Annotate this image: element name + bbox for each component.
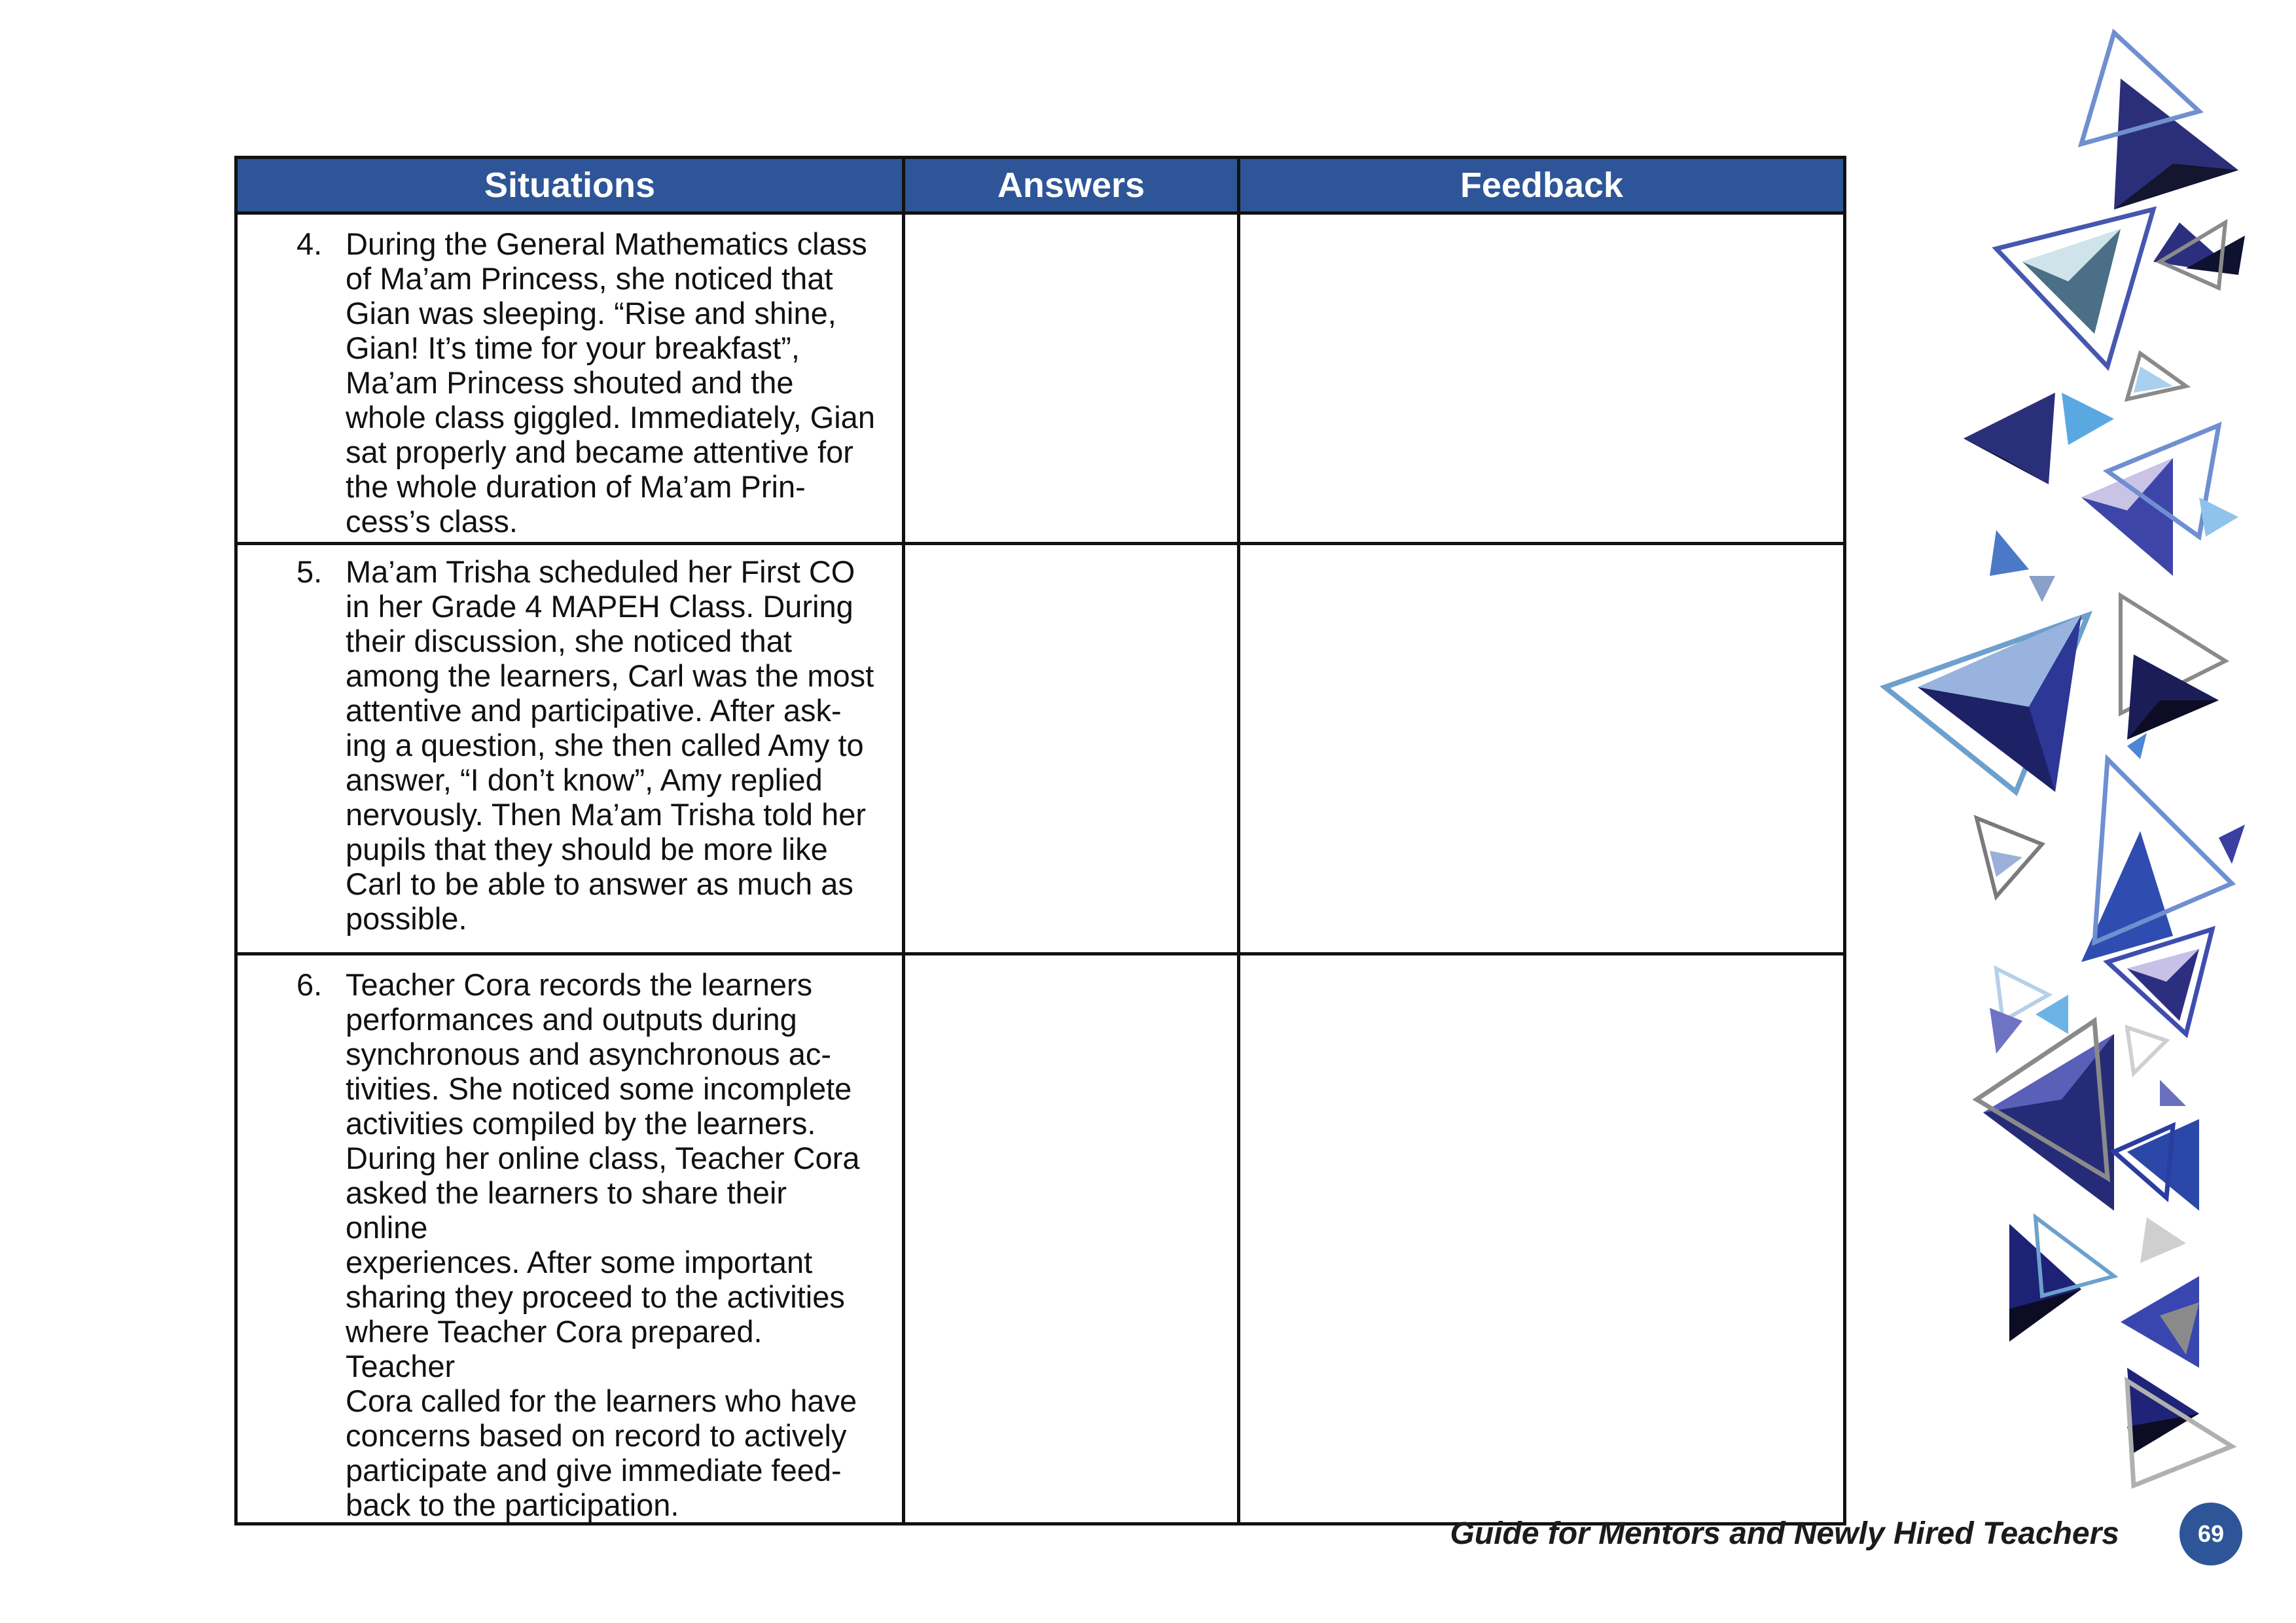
header-situations: Situations bbox=[236, 158, 904, 213]
situation-cell bbox=[236, 544, 904, 954]
triangle-decoration bbox=[2219, 825, 2245, 864]
table-row bbox=[236, 544, 1845, 954]
feedback-cell[interactable] bbox=[1239, 213, 1845, 544]
table-header-row bbox=[236, 158, 1845, 213]
situation-number: 4. bbox=[296, 226, 323, 261]
situation-item bbox=[238, 545, 902, 936]
footer-title: Guide for Mentors and Newly Hired Teachers bbox=[1450, 1516, 2119, 1551]
answer-cell[interactable] bbox=[904, 213, 1239, 544]
answer-cell[interactable] bbox=[904, 544, 1239, 954]
feedback-cell[interactable] bbox=[1239, 954, 1845, 1524]
triangle-decoration bbox=[2140, 1217, 2186, 1263]
page-number-badge: 69 bbox=[2179, 1503, 2242, 1565]
triangle-decoration bbox=[2022, 229, 2121, 334]
triangle-decoration bbox=[2029, 576, 2055, 602]
triangle-decoration bbox=[2062, 393, 2114, 445]
situation-number: 5. bbox=[296, 554, 323, 589]
decorative-triangles bbox=[1833, 0, 2296, 1505]
table-row bbox=[236, 213, 1845, 544]
situation-cell bbox=[236, 213, 904, 544]
situation-cell bbox=[236, 954, 904, 1524]
answer-cell[interactable] bbox=[904, 954, 1239, 1524]
situation-item bbox=[238, 215, 902, 539]
triangle-decoration bbox=[2127, 1027, 2166, 1073]
situations-table bbox=[234, 156, 1846, 1525]
triangle-decoration bbox=[2199, 497, 2238, 537]
triangle-decoration bbox=[1983, 1034, 2114, 1211]
table-row bbox=[236, 954, 1845, 1524]
situation-text: Ma’am Trisha scheduled her First CO in her Grade 4 MAPEH Class. During their discussion, she noticed that among the learners, Carl was the most attentive and participative. After ask- ing a question, she then called Amy to answer, “I don’t know”, Amy replied nervously. Then Ma’am Trisha told her pupils that they should be more like Carl to be able to answer as much as possible. bbox=[346, 554, 874, 936]
situation-text: During the General Mathematics class of Ma’am Princess, she noticed that Gian was sleeping. “Rise and shine, Gian! It’s time for your breakfast”, Ma’am Princess shouted and the whole class giggled. Immediately, Gian sat properly and became attentive for the whole duration of Ma’am Prin- cess’s class. bbox=[346, 226, 875, 539]
triangle-decoration bbox=[2081, 458, 2173, 576]
triangle-decoration bbox=[2160, 1080, 2186, 1106]
header-feedback: Feedback bbox=[1239, 158, 1845, 213]
triangle-decoration bbox=[1964, 393, 2055, 484]
feedback-cell[interactable] bbox=[1239, 544, 1845, 954]
situation-number: 6. bbox=[296, 967, 323, 1002]
situation-text: Teacher Cora records the learners performances and outputs during synchronous and asynchronous ac- tivities. She noticed some incomplete activities compiled by the learners. During her online class, Teacher Cora asked the learners to share their online experiences. After some important sharing they proceed to the activities where Teacher Cora prepared. Teacher Cora called for the learners who have concerns based on record to actively participate and give immediate feed- back to the participation. bbox=[346, 967, 860, 1522]
situation-item bbox=[238, 955, 902, 1522]
header-answers: Answers bbox=[904, 158, 1239, 213]
triangle-decoration bbox=[1990, 530, 2029, 576]
